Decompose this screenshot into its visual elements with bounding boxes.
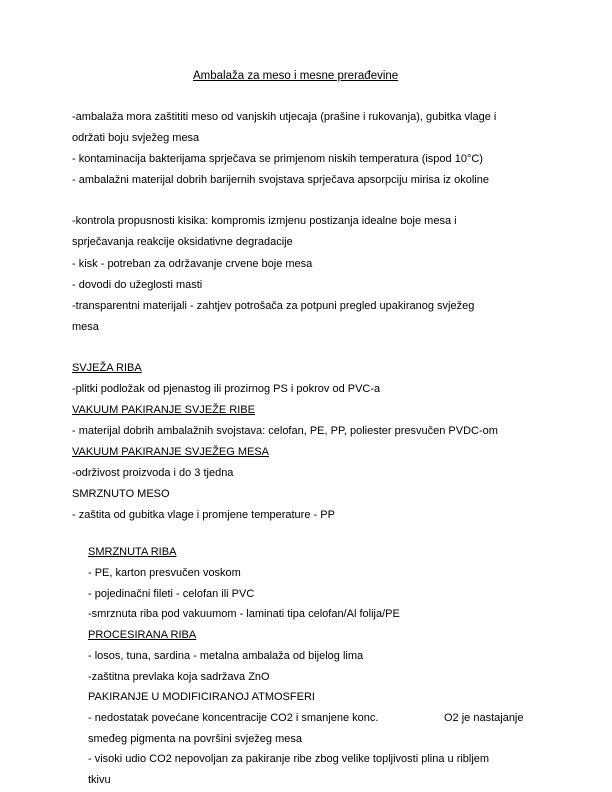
section-heading: SMRZNUTA RIBA: [88, 546, 177, 558]
paragraph-line: - visoki udio CO2 nepovoljan za pakiranje ribe zbog velike topljivosti plina u ribljem: [88, 753, 490, 765]
paragraph-line: -transparentni materijali - zahtjev potrošača za potpuni pregled upakiranog svježeg: [72, 300, 475, 312]
paragraph-line: - nedostatak povećane koncentracije CO2 i smanjene konc.: [88, 712, 379, 724]
page-title: Ambalaža za meso i mesne prerađevine: [193, 70, 399, 82]
paragraph-line: tkivu: [88, 774, 111, 786]
section-heading: VAKUUM PAKIRANJE SVJEŽE RIBE: [72, 404, 255, 416]
section-heading: VAKUUM PAKIRANJE SVJEŽEG MESA: [72, 446, 270, 458]
section-heading: SVJEŽA RIBA: [72, 362, 142, 374]
paragraph-line: - materijal dobrih ambalažnih svojstava: celofan, PE, PP, poliester presvučen PVDC-om: [72, 425, 498, 437]
section-heading: PAKIRANJE U MODIFICIRANOJ ATMOSFERI: [88, 691, 315, 703]
paragraph-line: - PE, karton presvučen voskom: [88, 567, 241, 579]
paragraph-line: -smrznuta riba pod vakuumom - laminati tipa celofan/Al folija/PE: [88, 608, 400, 620]
paragraph-line: održati boju svježeg mesa: [72, 132, 200, 144]
paragraph-line: -održivost proizvoda i do 3 tjedna: [72, 467, 234, 479]
paragraph-line: -zaštitna prevlaka koja sadržava ZnO: [88, 671, 270, 683]
paragraph-line: -kontrola propusnosti kisika: kompromis izmjenu postizanja idealne boje mesa i: [72, 215, 457, 227]
paragraph-line: sprječavanja reakcije oksidativne degradacije: [72, 236, 293, 248]
paragraph-line: - dovodi do užeglosti masti: [72, 279, 203, 291]
section-heading: PROCESIRANA RIBA: [88, 629, 197, 641]
paragraph-line-continuation: O2 je nastajanje: [444, 712, 524, 724]
paragraph-line: - zaštita od gubitka vlage i promjene temperature - PP: [72, 509, 335, 521]
paragraph-line: - ambalažni materijal dobrih barijernih svojstava sprječava apsorpciju mirisa iz okoline: [72, 174, 489, 186]
section-heading: SMRZNUTO MESO: [72, 488, 170, 500]
paragraph-line: -ambalaža mora zaštititi meso od vanjskih utjecaja (prašine i rukovanja), gubitka vlage i: [72, 111, 497, 123]
paragraph-line: - kontaminacija bakterijama sprječava se primjenom niskih temperatura (ispod 10°C): [72, 153, 483, 165]
paragraph-line: mesa: [72, 321, 99, 333]
paragraph-line: - losos, tuna, sardina - metalna ambalaža od bijelog lima: [88, 650, 364, 662]
paragraph-line: - pojedinačni fileti - celofan ili PVC: [88, 588, 255, 600]
paragraph-line: smeđeg pigmenta na površini svježeg mesa: [88, 733, 303, 745]
paragraph-line: -plitki podložak od pjenastog ili prozirnog PS i pokrov od PVC-a: [72, 383, 381, 395]
paragraph-line: - kisk - potreban za održavanje crvene boje mesa: [72, 258, 313, 270]
